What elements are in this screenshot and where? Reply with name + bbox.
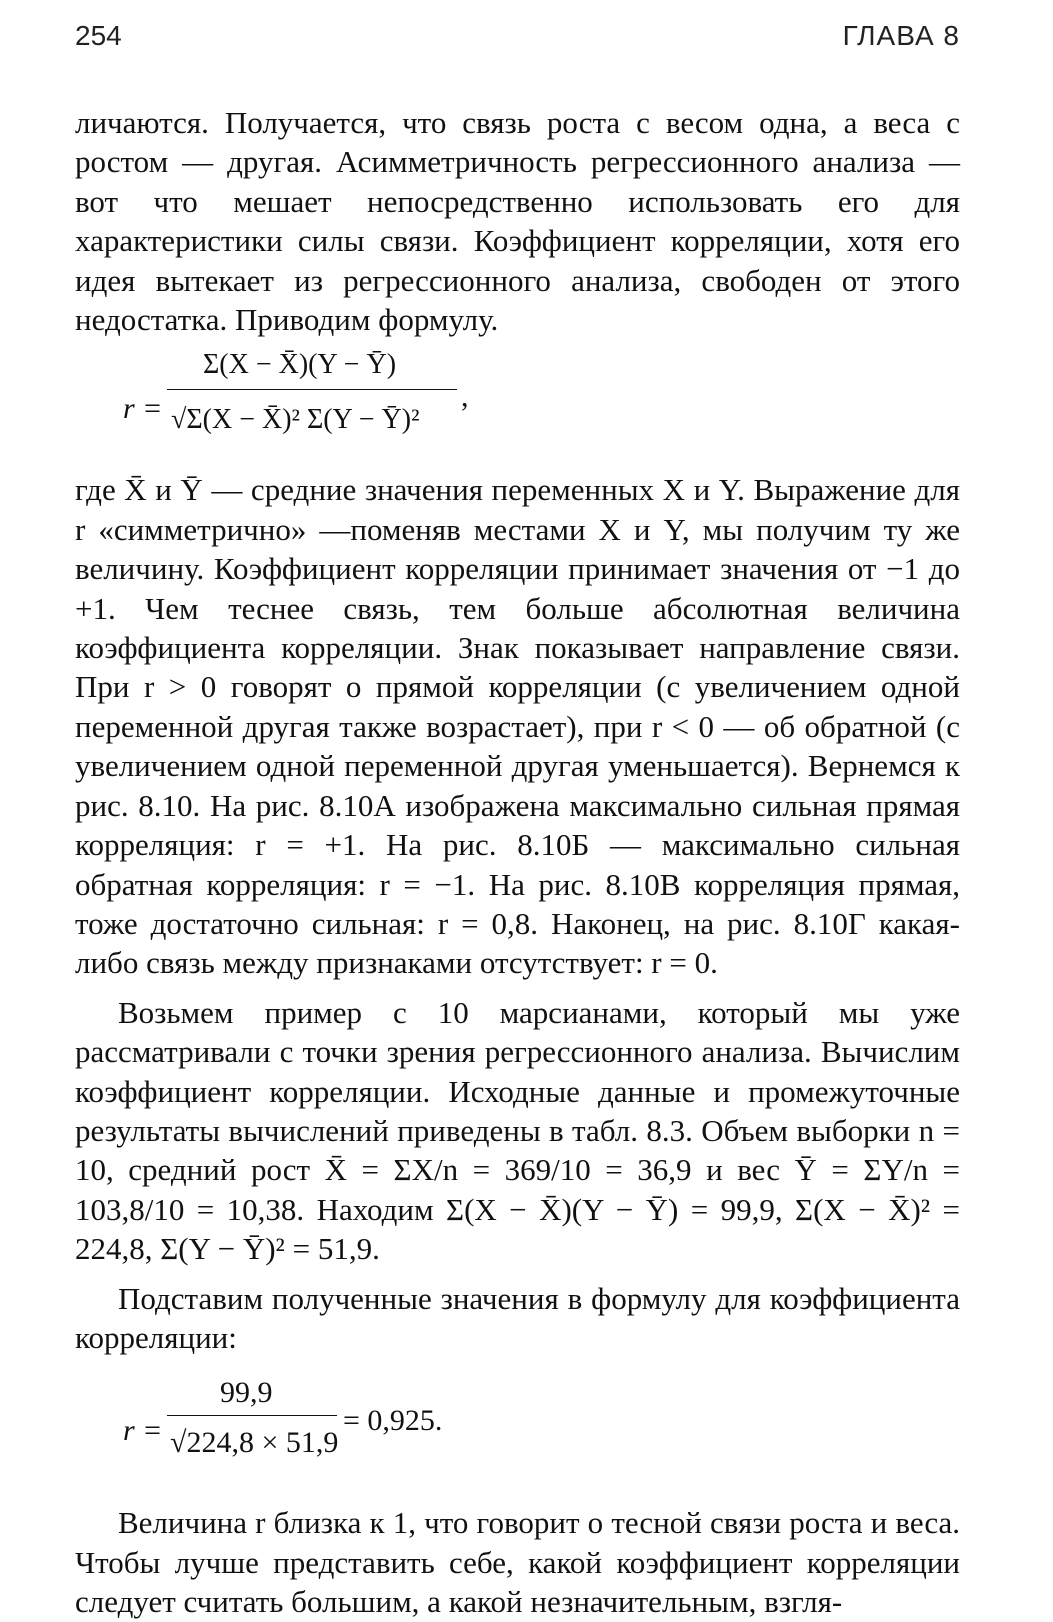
formula-lhs: r = — [123, 392, 163, 426]
page-number: 254 — [75, 20, 122, 51]
correlation-formula — [75, 345, 960, 460]
page-body — [75, 103, 960, 1622]
formula2-result: = 0,925. — [343, 1404, 443, 1438]
chapter-title: ГЛАВА 8 — [842, 20, 960, 51]
fraction-bar-2 — [167, 1415, 337, 1416]
formula-comma: , — [461, 380, 469, 414]
paragraph-2: где X̄ и Ȳ — средние значения переменных X и Y. Выражение для r «симметрично» —поменяв местами X и Y, мы получим ту же величину. Коэффициент корреляции принимает значения от −1 до +1. Чем теснее связь, тем больше абсолютная величина коэффициента корреляции. Знак показывает направление связи. При r > 0 говорят о прямой корреляции (с увеличением одной переменной другая также возрастает), при r < 0 — об обратной (с увеличением одной переменной другая уменьшается). Вернемся к рис. 8.10. На рис. 8.10А изображена максимально сильная прямая корреляция: r = +1. На рис. 8.10Б — максимально сильная обратная корреляция: r = −1. На рис. 8.10В корреляция прямая, тоже достаточно сильная: r = 0,8. Наконец, на рис. 8.10Г какая-либо связь между признаками отсутствует: r = 0. — [75, 472, 960, 981]
numeric-formula — [75, 1371, 960, 1481]
formula2-numerator: 99,9 — [220, 1376, 273, 1410]
formula2-denominator: √224,8 × 51,9 — [170, 1426, 339, 1460]
paragraph-1: личаются. Получается, что связь роста с весом одна, а веса с ростом — другая. Асимметричность регрессионного анализа — вот что мешает непосредственно использовать его для характеристики силы связи. Коэффициент корреляции, хотя его идея вытекает из регрессионного анализа, свободен от этого недостатка. Приводим формулу. — [75, 105, 960, 338]
paragraph-4: Подставим полученные значения в формулу для коэффициента корреляции: — [75, 1280, 960, 1355]
running-header — [75, 20, 960, 60]
paragraph-5: Величина r близка к 1, что говорит о тесной связи роста и веса. Чтобы лучше представить себе, какой коэффициент корреляции следует считать большим, а какой незначительным, взгля- — [75, 1505, 960, 1620]
formula-denominator: √Σ(X − X̄)² Σ(Y − Ȳ)² — [171, 404, 420, 436]
paragraph-3: Возьмем пример с 10 марсианами, который мы уже рассматривали с точки зрения регрессионного анализа. Вычислим коэффициент корреляции. Исходные данные и промежуточные результаты вычислений приведены в табл. 8.3. Объем выборки n = 10, средний рост X̄ = ΣX/n = 369/10 = 36,9 и вес Ȳ = ΣY/n = 103,8/10 = 10,38. Находим Σ(X − X̄)(Y − Ȳ) = 99,9, Σ(X − X̄)² = 224,8, Σ(Y − Ȳ)² = 51,9. — [75, 994, 960, 1267]
formula-numerator: Σ(X − X̄)(Y − Ȳ) — [203, 349, 397, 381]
formula2-lhs: r = — [123, 1414, 163, 1448]
fraction-bar — [167, 389, 457, 390]
